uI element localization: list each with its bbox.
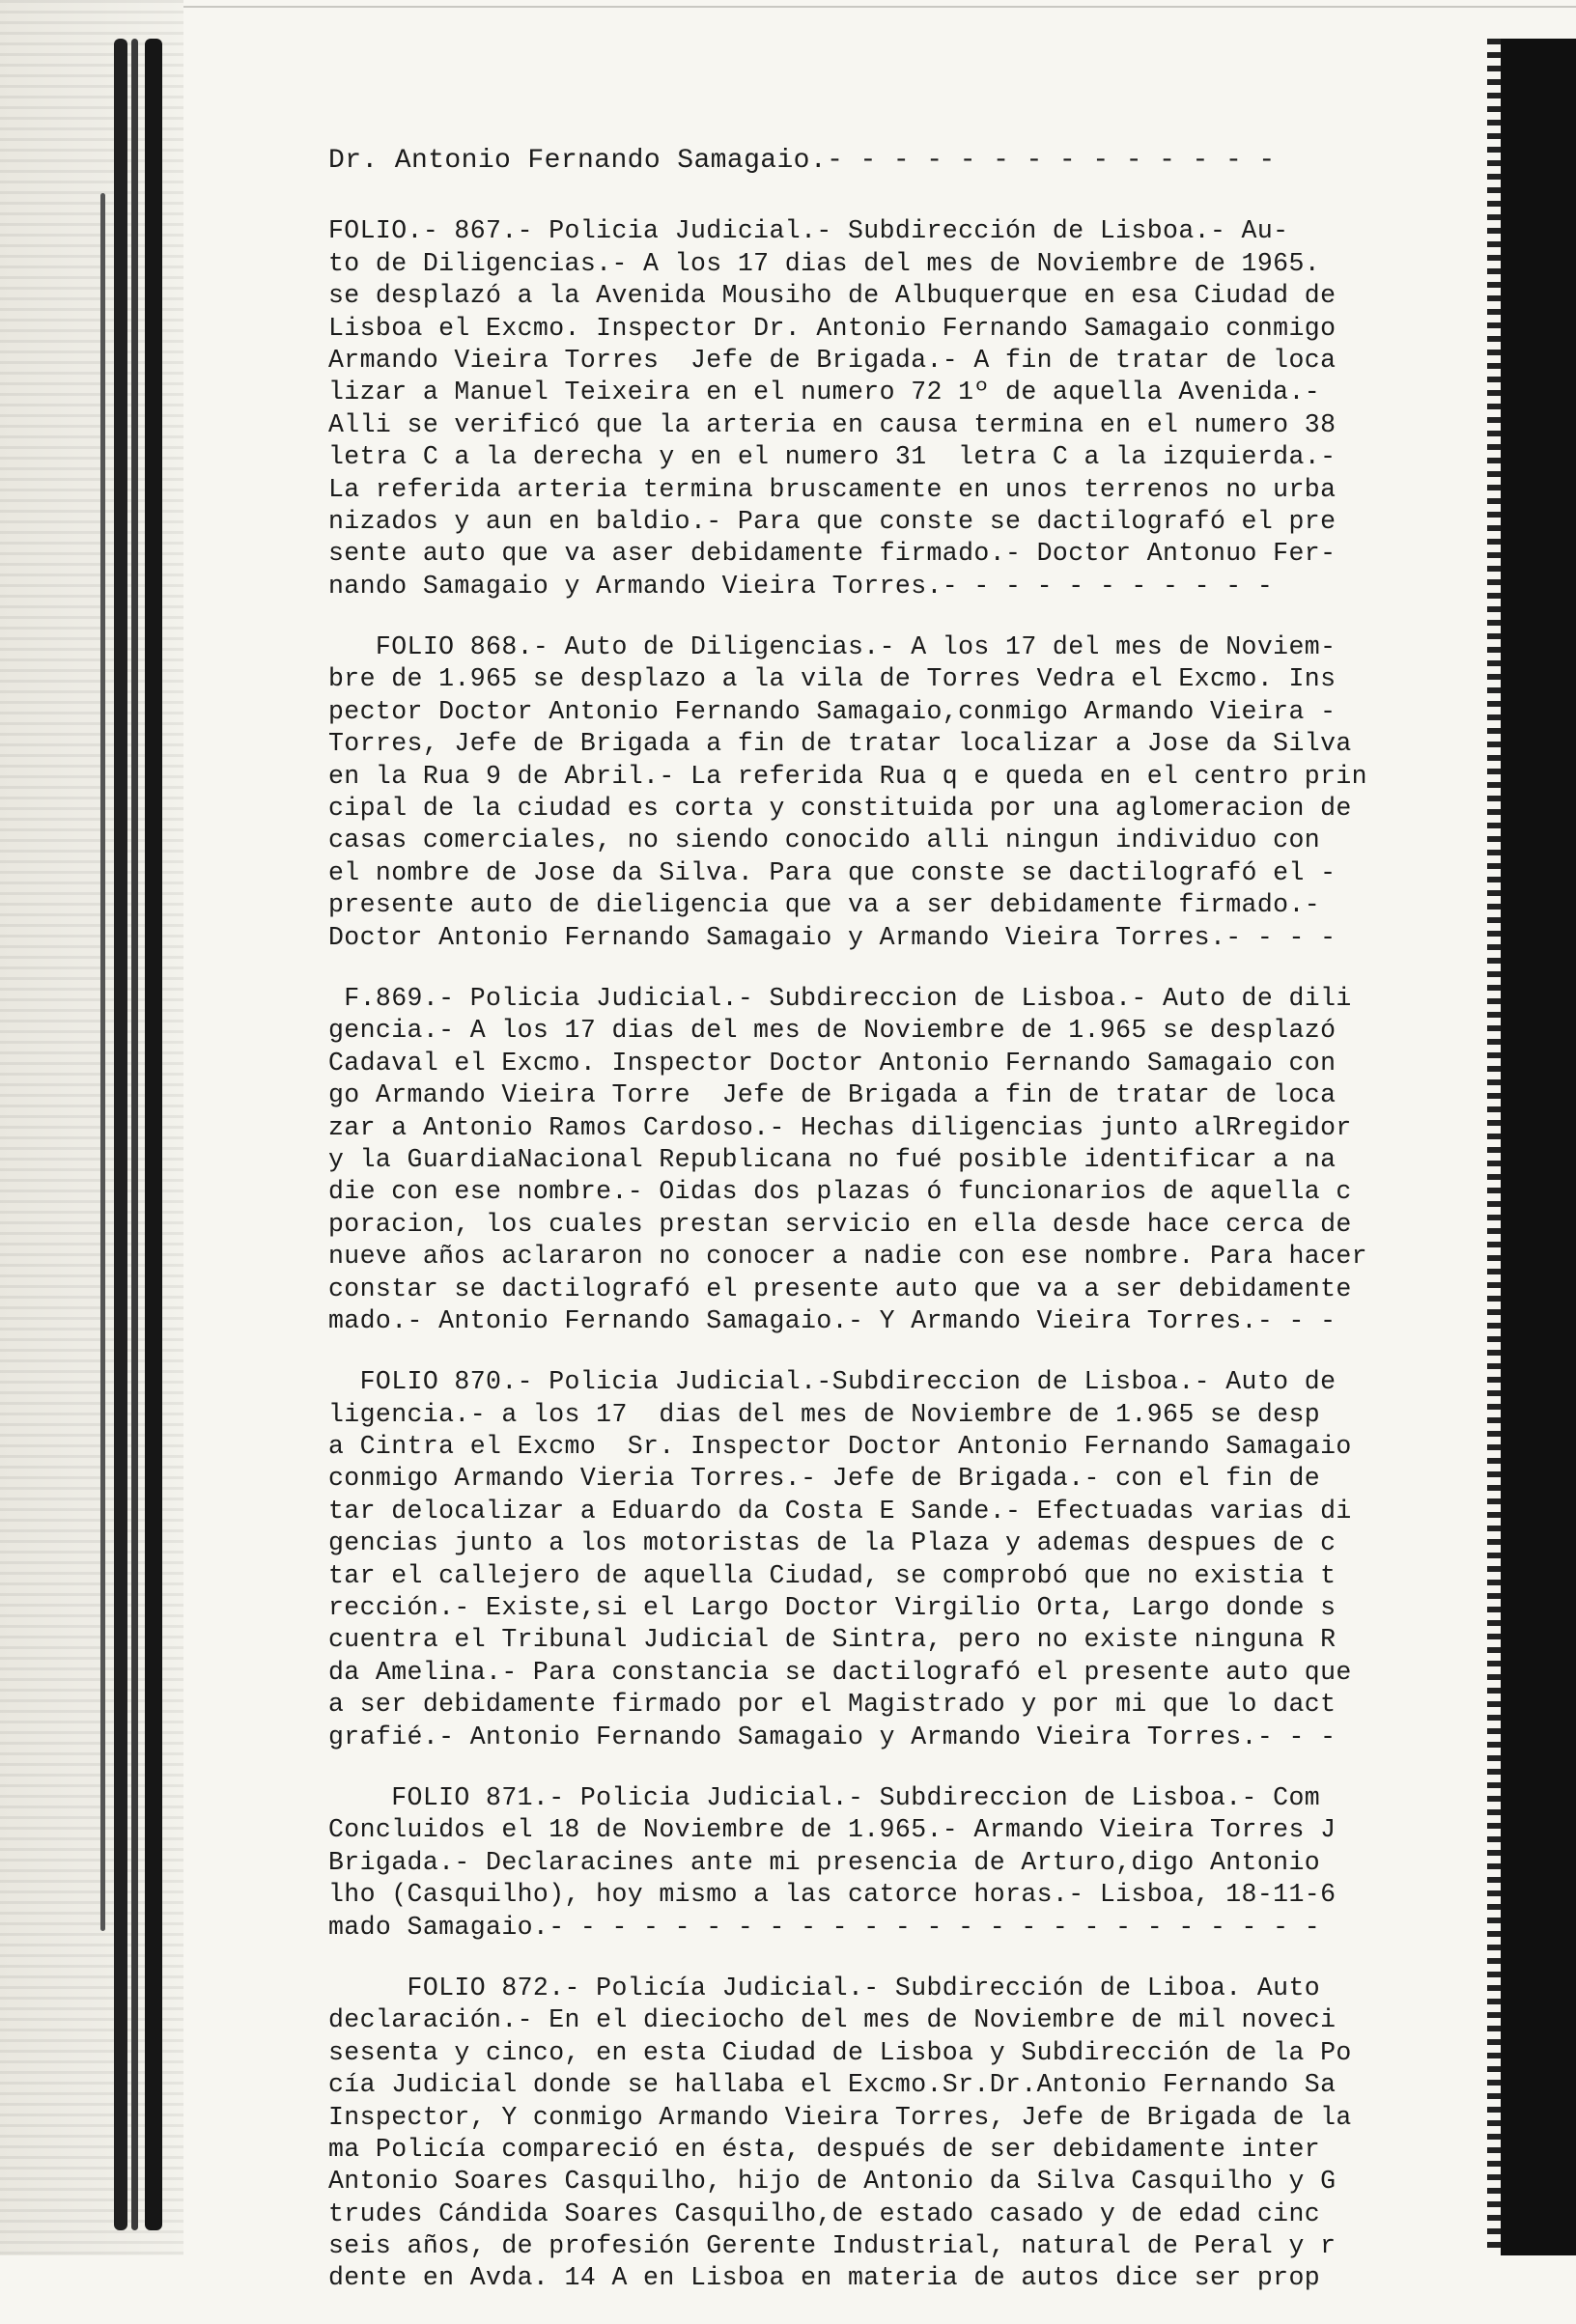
- text-line: go Armando Vieira Torre Jefe de Brigada a fin de tratar de loca: [328, 1080, 1337, 1110]
- text-line: trudes Cándida Soares Casquilho,de estado casado y de edad cinc: [328, 2198, 1321, 2228]
- binding-mark: [145, 39, 162, 2230]
- typed-text-body: [328, 145, 1501, 2324]
- text-line: Alli se verificó que la arteria en causa termina en el numero 38: [328, 409, 1337, 439]
- text-line: lizar a Manuel Teixeira en el numero 72 1º de aquella Avenida.-: [328, 378, 1321, 407]
- text-line: Lisboa el Excmo. Inspector Dr. Antonio Fernando Samagaio conmigo: [328, 313, 1337, 343]
- folio-entry: [328, 983, 1501, 1337]
- text-line: nueve años aclararon no conocer a nadie con ese nombre. Para hacer: [328, 1242, 1367, 1272]
- text-line: dente en Avda. 14 A en Lisboa en materia de autos dice ser prop: [328, 2263, 1321, 2293]
- text-line: cipal de la ciudad es corta y constituida por una aglomeracion de: [328, 794, 1352, 824]
- text-line: nizados y aun en baldio.- Para que conste se dactilografó el pre: [328, 506, 1337, 536]
- text-line: pector Doctor Antonio Fernando Samagaio,conmigo Armando Vieira -: [328, 696, 1337, 726]
- text-line: zar a Antonio Ramos Cardoso.- Hechas diligencias junto alRregidor: [328, 1112, 1352, 1142]
- text-line: ma Policía compareció en ésta, después de ser debidamente inter: [328, 2134, 1321, 2164]
- text-line: Brigada.- Declaracines ante mi presencia de Arturo,digo Antonio: [328, 1847, 1321, 1877]
- text-line: Antonio Soares Casquilho, hijo de Antonio da Silva Casquilho y G: [328, 2167, 1337, 2197]
- binding-mark: [114, 39, 127, 2230]
- text-line: seis años, de profesión Gerente Industrial, natural de Peral y r: [328, 2231, 1337, 2261]
- text-line: bre de 1.965 se desplazo a la vila de Torres Vedra el Excmo. Ins: [328, 664, 1337, 694]
- text-line: nando Samagaio y Armando Vieira Torres.- - - - - - - - - - -: [328, 571, 1274, 601]
- text-line: to de Diligencias.- A los 17 dias del mes de Noviembre de 1965.: [328, 248, 1321, 278]
- text-line: en la Rua 9 de Abril.- La referida Rua q e queda en el centro prin: [328, 761, 1367, 791]
- text-line: sente auto que va aser debidamente firmado.- Doctor Antonuo Fer-: [328, 539, 1337, 569]
- text-line: Concluidos el 18 de Noviembre de 1.965.- Armando Vieira Torres J: [328, 1815, 1337, 1845]
- folio-entry: [328, 1366, 1501, 1753]
- text-line: a ser debidamente firmado por el Magistrado y por mi que lo dact: [328, 1690, 1337, 1720]
- text-line: rección.- Existe,si el Largo Doctor Virgilio Orta, Largo donde s: [328, 1593, 1337, 1623]
- text-line: Torres, Jefe de Brigada a fin de tratar localizar a Jose da Silva: [328, 729, 1352, 759]
- text-line: da Amelina.- Para constancia se dactilografó el presente auto que: [328, 1657, 1352, 1687]
- text-line: conmigo Armando Vieria Torres.- Jefe de Brigada.- con el fin de: [328, 1464, 1321, 1494]
- text-line: mado.- Antonio Fernando Samagaio.- Y Armando Vieira Torres.- - -: [328, 1305, 1337, 1335]
- text-line: cía Judicial donde se hallaba el Excmo.Sr.Dr.Antonio Fernando Sa: [328, 2070, 1337, 2100]
- folio-entry: [328, 215, 1501, 602]
- text-line: Armando Vieira Torres Jefe de Brigada.- A fin de tratar de loca: [328, 345, 1337, 375]
- text-line: y la GuardiaNacional Republicana no fué posible identificar a na: [328, 1144, 1337, 1174]
- text-line: La referida arteria termina bruscamente en unos terrenos no urba: [328, 474, 1337, 504]
- binding-mark: [131, 39, 138, 2230]
- text-line: sesenta y cinco, en esta Ciudad de Lisboa y Subdirección de la Po: [328, 2037, 1352, 2067]
- text-line: F.869.- Policia Judicial.- Subdireccion de Lisboa.- Auto de dili: [328, 984, 1352, 1013]
- text-line: gencia.- A los 17 dias del mes de Noviembre de 1.965 se desplazó: [328, 1016, 1337, 1046]
- text-line: FOLIO 871.- Policia Judicial.- Subdireccion de Lisboa.- Com: [328, 1782, 1321, 1812]
- folio-entry: [328, 1782, 1501, 1944]
- text-line: se desplazó a la Avenida Mousiho de Albuquerque en esa Ciudad de: [328, 281, 1337, 311]
- text-line: tar el callejero de aquella Ciudad, se comprobó que no existia t: [328, 1560, 1337, 1590]
- text-line: Doctor Antonio Fernando Samagaio y Armando Vieira Torres.- - - -: [328, 922, 1337, 952]
- document-heading: Dr. Antonio Fernando Samagaio.- - - - - - - - - - - - - -: [328, 146, 1276, 176]
- text-line: gencias junto a los motoristas de la Plaza y ademas despues de c: [328, 1528, 1337, 1558]
- text-line: die con ese nombre.- Oidas dos plazas ó funcionarios de aquella c: [328, 1177, 1352, 1207]
- text-line: casas comerciales, no siendo conocido alli ningun individuo con: [328, 826, 1321, 855]
- binding-strip: [0, 0, 183, 2255]
- text-line: FOLIO 870.- Policia Judicial.-Subdireccion de Lisboa.- Auto de: [328, 1367, 1337, 1397]
- text-line: FOLIO.- 867.- Policia Judicial.- Subdirección de Lisboa.- Au-: [328, 216, 1289, 246]
- text-line: grafié.- Antonio Fernando Samagaio y Armando Vieira Torres.- - -: [328, 1722, 1337, 1751]
- text-line: Cadaval el Excmo. Inspector Doctor Antonio Fernando Samagaio con: [328, 1048, 1337, 1078]
- text-line: presente auto de dieligencia que va a ser debidamente firmado.-: [328, 890, 1321, 920]
- folio-entry: [328, 631, 1501, 954]
- top-edge-rule: [0, 6, 1576, 8]
- text-line: declaración.- En el dieciocho del mes de Noviembre de mil noveci: [328, 2005, 1337, 2035]
- text-line: tar delocalizar a Eduardo da Costa E Sande.- Efectuadas varias di: [328, 1496, 1352, 1526]
- text-line: cuentra el Tribunal Judicial de Sintra, pero no existe ninguna R: [328, 1625, 1337, 1655]
- folio-entry: [328, 1973, 1501, 2295]
- text-line: a Cintra el Excmo Sr. Inspector Doctor Antonio Fernando Samagaio: [328, 1432, 1352, 1462]
- text-line: constar se dactilografó el presente auto que va a ser debidamente: [328, 1274, 1352, 1303]
- text-line: FOLIO 868.- Auto de Diligencias.- A los 17 del mes de Noviem-: [328, 632, 1337, 662]
- text-line: Inspector, Y conmigo Armando Vieira Torres, Jefe de Brigada de la: [328, 2102, 1352, 2132]
- text-line: lho (Casquilho), hoy mismo a las catorce horas.- Lisboa, 18-11-6: [328, 1880, 1337, 1910]
- text-line: ligencia.- a los 17 dias del mes de Noviembre de 1.965 se desp: [328, 1399, 1321, 1429]
- text-line: letra C a la derecha y en el numero 31 letra C a la izquierda.-: [328, 442, 1337, 472]
- text-line: el nombre de Jose da Silva. Para que conste se dactilografó el -: [328, 857, 1337, 887]
- text-line: FOLIO 872.- Policía Judicial.- Subdirección de Liboa. Auto: [328, 1973, 1321, 2002]
- folio-entries: [328, 215, 1501, 2294]
- text-line: poracion, los cuales prestan servicio en ella desde hace cerca de: [328, 1209, 1352, 1239]
- binding-mark: [100, 193, 105, 1931]
- right-scan-edge: [1501, 39, 1576, 2255]
- text-line: mado Samagaio.- - - - - - - - - - - - - - - - - - - - - - - - -: [328, 1912, 1321, 1942]
